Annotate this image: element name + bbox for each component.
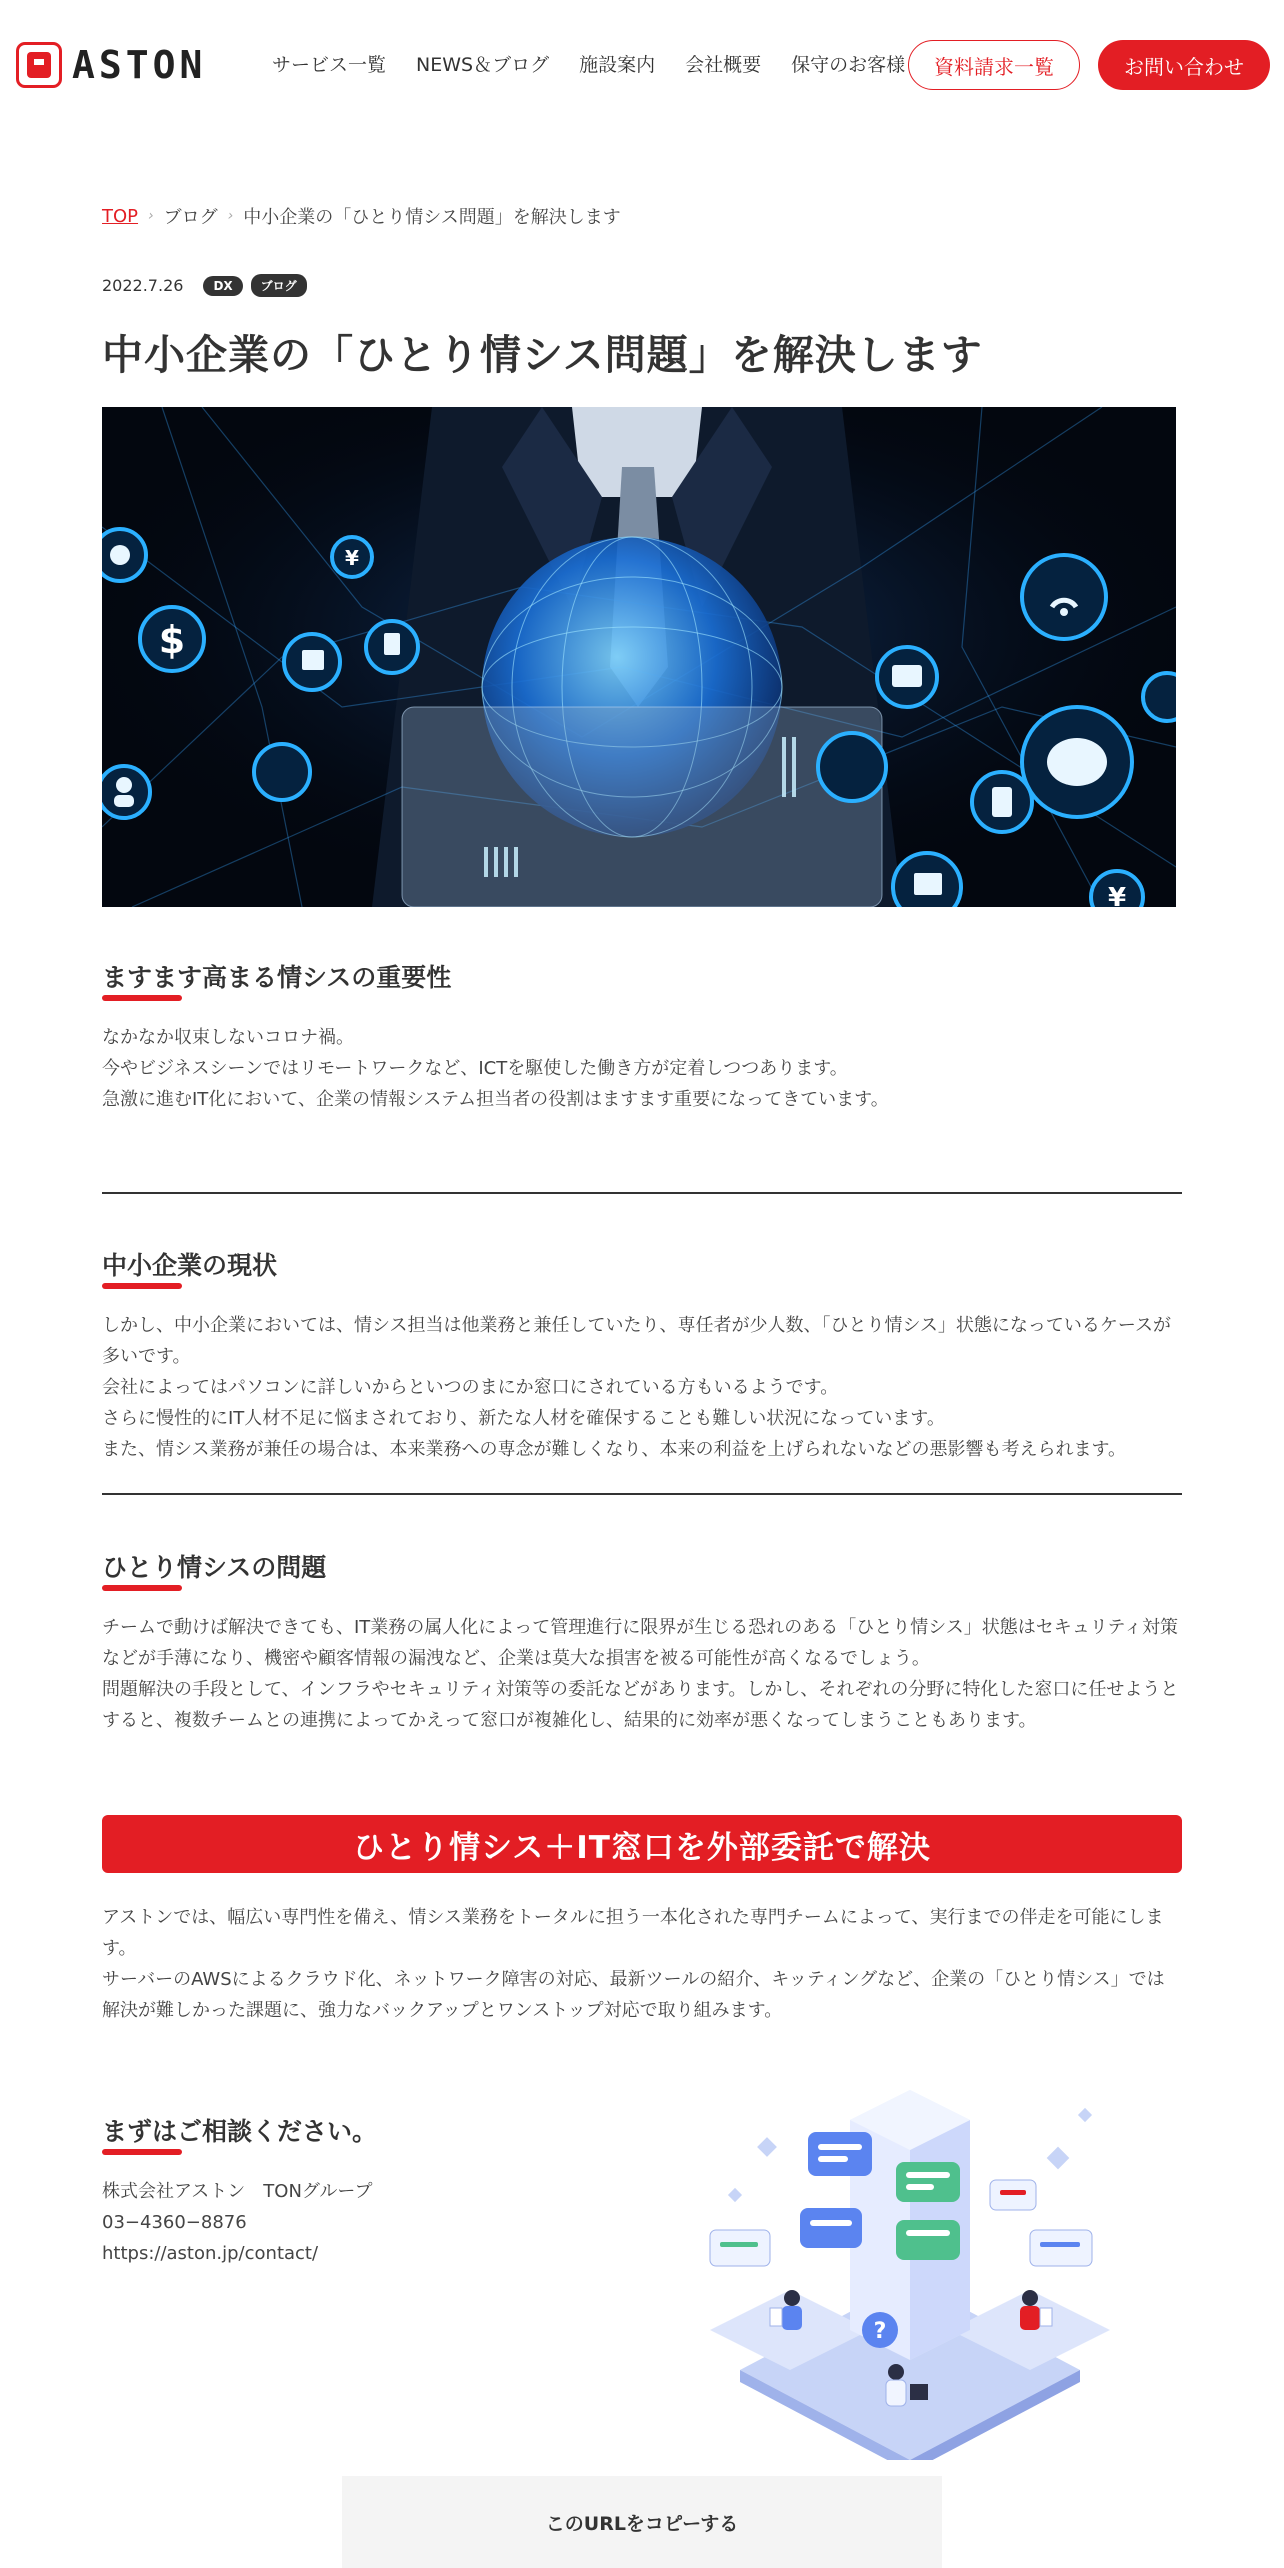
contact-info (102, 2176, 372, 2269)
paragraph-line: アストンでは、幅広い専門性を備え、情シス業務をトータルに担う一本化された専門チームによって、実行までの伴走を可能にします。 (102, 1907, 1164, 1959)
heading-underline (102, 995, 182, 1001)
catalog-request-button[interactable]: 資料請求一覧 (908, 40, 1080, 90)
phone-number: 03−4360−8876 (102, 2212, 247, 2233)
chevron-right-icon: › (148, 208, 154, 224)
nav-news-blog[interactable]: NEWS＆ブログ (416, 54, 550, 76)
section-heading-problem: ひとり情シスの問題 (102, 1553, 327, 1582)
global-nav (272, 50, 905, 77)
breadcrumb (102, 203, 621, 229)
article-meta (102, 274, 307, 297)
section-body-problem (102, 1612, 1182, 1736)
hero-image (102, 407, 1176, 907)
svg-text:¥: ¥ (345, 546, 359, 570)
chevron-right-icon: › (227, 208, 234, 224)
paragraph-line: しかし、中小企業においては、情シス担当は他業務と兼任していたり、専任者が少人数、「ひとり情シス」状態になっているケースが多いです。 (102, 1315, 1172, 1367)
page-title: 中小企業の「ひとり情シス問題」を解決します (102, 331, 983, 379)
contact-url[interactable]: https://aston.jp/contact/ (102, 2243, 319, 2264)
solution-body (102, 1902, 1182, 2026)
paragraph-line: 今やビジネスシーンではリモートワークなど、ICTを駆使した働き方が定着しつつあります。 (102, 1058, 848, 1079)
section-body-current-state (102, 1310, 1182, 1465)
paragraph-line: なかなか収束しないコロナ禍。 (102, 1027, 354, 1048)
heading-underline (102, 1585, 182, 1591)
nav-facilities[interactable]: 施設案内 (579, 54, 656, 76)
paragraph-line: サーバーのAWSによるクラウド化、ネットワーク障害の対応、最新ツールの紹介、キッティングなど、企業の「ひとり情シス」では解決が難しかった課題に、強力なバックアップとワンストップ対応で取り組みます。 (102, 1969, 1165, 2021)
section-heading-current-state: 中小企業の現状 (102, 1251, 278, 1280)
company-name: 株式会社アストン TONグループ (102, 2181, 373, 2202)
isometric-helpdesk-illustration (700, 2080, 1120, 2460)
paragraph-line: また、情シス業務が兼任の場合は、本来業務への専念が難しくなり、本来の利益を上げられないなどの悪影響も考えられます。 (102, 1439, 1127, 1460)
breadcrumb-top-link[interactable]: TOP (102, 205, 139, 227)
copy-url-button[interactable]: このURLをコピーする (342, 2476, 942, 2568)
tag-blog[interactable]: ブログ (251, 274, 307, 297)
nav-services[interactable]: サービス一覧 (272, 54, 387, 76)
heading-underline (102, 1283, 182, 1289)
section-divider (102, 1192, 1182, 1194)
paragraph-line: チームで動けば解決できても、IT業務の属人化によって管理進行に限界が生じる恐れのある「ひとり情シス」状態はセキュリティ対策などが手薄になり、機密や顧客情報の漏洩など、企業は莫大な損害を被る可能性が高くなるでしょう。 (102, 1617, 1178, 1669)
solution-banner: ひとり情シス＋IT窓口を外部委託で解決 (102, 1815, 1182, 1873)
logo-text: ASTON (72, 43, 207, 87)
paragraph-line: 問題解決の手段として、インフラやセキュリティ対策等の委託などがあります。しかし、それぞれの分野に特化した窓口に任せようとすると、複数チームとの連携によってかえって窓口が複雑化し、結果的に効率が悪くなってしまうこともあります。 (102, 1679, 1179, 1731)
consult-heading: まずはご相談ください。 (102, 2117, 378, 2146)
article-date: 2022.7.26 (102, 276, 184, 295)
section-divider (102, 1493, 1182, 1495)
site-header (0, 0, 1284, 132)
nav-company[interactable]: 会社概要 (685, 54, 762, 76)
nav-maintenance[interactable]: 保守のお客様 (791, 54, 906, 76)
section-heading-importance: ますます高まる情シスの重要性 (102, 963, 452, 992)
support-center-illustration (700, 2080, 1120, 2460)
svg-text:¥: ¥ (1107, 883, 1127, 907)
heading-underline (102, 2149, 182, 2155)
svg-text:$: $ (158, 618, 186, 662)
business-network-illustration (102, 407, 1176, 907)
breadcrumb-current: 中小企業の「ひとり情シス問題」を解決します (243, 207, 621, 228)
logo-mark-icon (16, 42, 62, 88)
paragraph-line: 急激に進むIT化において、企業の情報システム担当者の役割はますます重要になってきています。 (102, 1089, 889, 1110)
site-logo[interactable] (16, 42, 206, 88)
paragraph-line: さらに慢性的にIT人材不足に悩まされており、新たな人材を確保することも難しい状況になっています。 (102, 1408, 945, 1429)
svg-text:?: ? (873, 2319, 887, 2344)
paragraph-line: 会社によってはパソコンに詳しいからといつのまにか窓口にされている方もいるようです。 (102, 1377, 839, 1398)
section-body-importance (102, 1022, 1182, 1115)
tag-dx[interactable]: DX (203, 276, 242, 296)
contact-button[interactable]: お問い合わせ (1098, 40, 1270, 90)
breadcrumb-blog-link[interactable]: ブログ (163, 207, 218, 228)
